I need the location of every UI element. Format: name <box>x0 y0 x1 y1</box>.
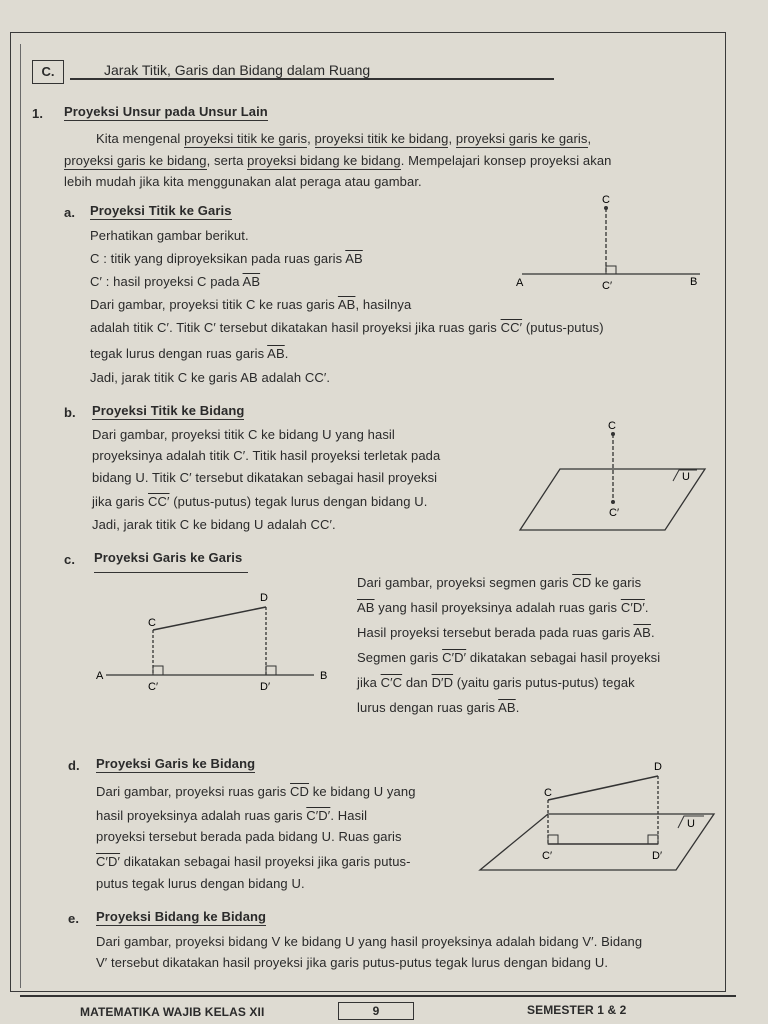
right-angle-mark-d <box>266 666 276 675</box>
right-angle-mark-d <box>648 835 658 844</box>
item-b-line-5: Jadi, jarak titik C ke bidang U adalah CC′. <box>92 517 336 532</box>
subsection-title <box>64 104 268 120</box>
subsection-title-text: Proyeksi Unsur pada Unsur Lain <box>64 104 268 119</box>
figure-line-to-line <box>92 586 342 696</box>
point-c-prime <box>611 500 615 504</box>
item-a-line-2: C : titik yang diproyeksikan pada ruas garis $\overline{AB}$ <box>90 251 363 266</box>
figure-line-to-plane <box>476 756 718 876</box>
section-label: C. <box>32 60 64 84</box>
item-d-line-5: putus tegak lurus dengan bidang U. <box>96 876 305 891</box>
subsection-number: 1. <box>32 106 44 121</box>
label-u: U <box>682 471 690 483</box>
section-title: Jarak Titik, Garis dan Bidang dalam Ruang <box>104 62 371 78</box>
item-c-line-4: Segmen garis C′D′ dikatakan sebagai hasil proyeksi <box>357 650 661 665</box>
page-number: 9 <box>338 1002 414 1020</box>
item-d-line-2: hasil proyeksinya adalah ruas garis C′D′. Hasil <box>96 808 368 823</box>
item-e-line-2: V′ tersebut dikatakan hasil proyeksi jika garis putus-putus tegak lurus dengan bidang U. <box>96 955 609 970</box>
section-rule <box>70 78 554 80</box>
item-b-label: b. <box>64 405 76 420</box>
figure-point-to-plane <box>515 412 710 537</box>
item-a-line-7: Jadi, jarak titik C ke garis AB adalah CC′. <box>90 370 331 385</box>
label-c-prime: C′ <box>542 850 553 862</box>
label-u: U <box>687 818 695 830</box>
item-a-line-1: Perhatikan gambar berikut. <box>90 228 249 243</box>
label-a: A <box>96 670 104 682</box>
item-c-title-rule <box>94 572 248 573</box>
item-d-line-1: Dari gambar, proyeksi ruas garis $\overline{CD}$ ke bidang U yang <box>96 784 416 799</box>
item-c-line-1: Dari gambar, proyeksi segmen garis $\overline{CD}$ ke garis <box>357 575 642 590</box>
item-d-line-3: proyeksi tersebut berada pada bidang U. Ruas garis <box>96 829 402 844</box>
item-d-label: d. <box>68 758 80 773</box>
item-c-line-6: lurus dengan ruas garis $\overline{AB}$. <box>357 700 520 715</box>
label-a: A <box>516 277 524 289</box>
item-c-line-3: Hasil proyeksi tersebut berada pada ruas garis $\overline{AB}$. <box>357 625 655 640</box>
item-c-line-2: $\overline{AB}$ yang hasil proyeksinya adalah ruas garis C′D′. <box>357 600 649 615</box>
right-angle-mark-c <box>153 666 163 675</box>
item-b-line-4: jika garis CC′ (putus-putus) tegak lurus dengan bidang U. <box>92 494 428 509</box>
label-c-prime: C′ <box>609 507 620 519</box>
item-a-line-3: C′ : hasil proyeksi C pada $\overline{AB}$ <box>90 274 261 289</box>
footer-right: SEMESTER 1 & 2 <box>527 1003 627 1017</box>
label-c: C <box>544 787 552 799</box>
intro-line-2: proyeksi garis ke bidang, serta proyeksi bidang ke bidang. Mempelajari konsep proyeksi akan <box>64 153 612 168</box>
label-d: D <box>654 761 662 773</box>
label-c: C <box>608 420 616 432</box>
label-d: D <box>260 592 268 604</box>
item-d-title: Proyeksi Garis ke Bidang <box>96 756 256 771</box>
label-c: C <box>148 617 156 629</box>
label-c: C <box>602 194 610 206</box>
item-b-line-3: bidang U. Titik C′ tersebut dikatakan sebagai hasil proyeksi <box>92 470 438 485</box>
item-c-label: c. <box>64 552 76 567</box>
item-a-label: a. <box>64 205 76 220</box>
label-c-prime: C′ <box>148 681 159 693</box>
item-c-title: Proyeksi Garis ke Garis <box>94 550 243 565</box>
item-e-label: e. <box>68 911 80 926</box>
segment-cd <box>548 776 658 800</box>
item-b-title: Proyeksi Titik ke Bidang <box>92 403 245 418</box>
item-e-title: Proyeksi Bidang ke Bidang <box>96 909 267 924</box>
item-a-line-4: Dari gambar, proyeksi titik C ke ruas garis $\overline{AB}$, hasilnya <box>90 297 412 312</box>
footer-left: MATEMATIKA WAJIB KELAS XII <box>80 1005 265 1019</box>
figure-point-to-line <box>510 190 710 290</box>
point-c <box>604 206 608 210</box>
label-d-prime: D′ <box>652 850 663 862</box>
label-b: B <box>320 670 328 682</box>
segment-cd <box>153 607 266 630</box>
item-a-line-5: adalah titik C′. Titik C′ tersebut dikatakan hasil proyeksi jika ruas garis CC′ (putus-putus) <box>90 320 604 335</box>
item-b-line-2: proyeksinya adalah titik C′. Titik hasil proyeksi terletak pada <box>92 448 441 463</box>
item-e-line-1: Dari gambar, proyeksi bidang V ke bidang U yang hasil proyeksinya adalah bidang V′. Bidang <box>96 934 643 949</box>
label-c-prime: C′ <box>602 280 613 290</box>
label-d-prime: D′ <box>260 681 271 693</box>
item-d-line-4: C′D′ dikatakan sebagai hasil proyeksi jika garis putus- <box>96 854 411 869</box>
intro-line-1: Kita mengenal proyeksi titik ke garis, proyeksi titik ke bidang, proyeksi garis ke garis, <box>96 131 592 146</box>
right-angle-mark <box>606 266 616 274</box>
right-angle-mark-c <box>548 835 558 844</box>
intro-line-3: lebih mudah jika kita menggunakan alat peraga atau gambar. <box>64 174 422 189</box>
point-c <box>611 432 615 436</box>
item-a-line-6: tegak lurus dengan ruas garis $\overline{AB}$. <box>90 346 289 361</box>
item-a-title: Proyeksi Titik ke Garis <box>90 203 232 218</box>
item-b-line-1: Dari gambar, proyeksi titik C ke bidang U yang hasil <box>92 427 395 442</box>
plane-u <box>480 814 714 870</box>
label-b: B <box>690 276 698 288</box>
item-c-line-5: jika C′C dan D′D (yaitu garis putus-putus) tegak <box>357 675 635 690</box>
